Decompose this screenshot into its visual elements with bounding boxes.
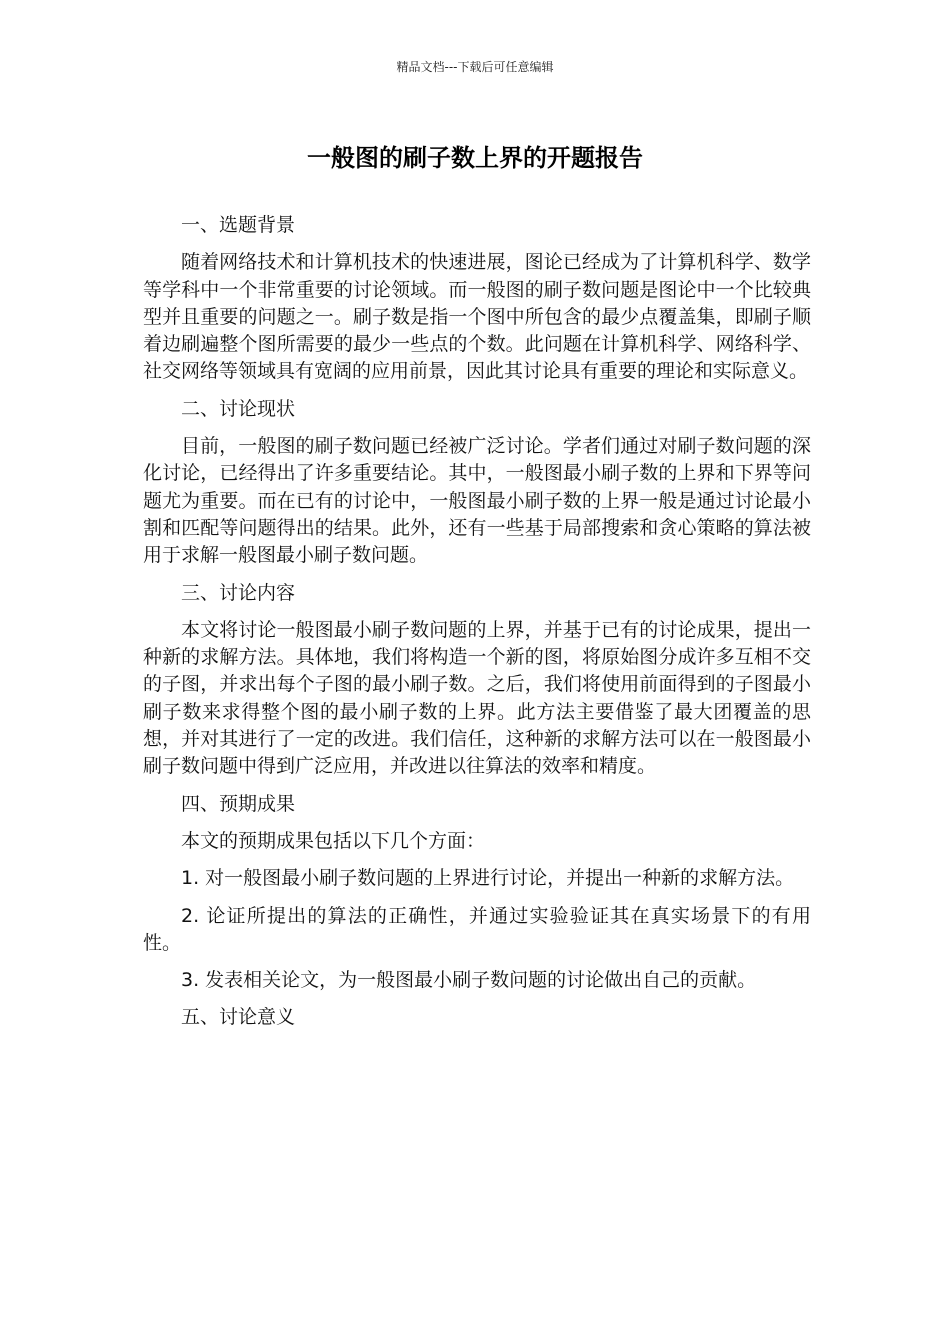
section-heading: 五、讨论意义 <box>181 1006 296 1029</box>
section-current-status <box>143 396 811 570</box>
section-background <box>143 212 811 386</box>
list-item: 1. 对一般图最小刷子数问题的上界进行讨论，并提出一种新的求解方法。 <box>181 867 795 890</box>
paragraph: 随着网络技术和计算机技术的快速进展，图论已经成为了计算机科学、数学等学科中一个非常重要的讨论领域。而一般图的刷子数问题是图论中一个比较典型并且重要的问题之一。刷子数是指一个图中所包含的最少点覆盖集，即刷子顺着边刷遍整个图所需要的最少一些点的个数。此问题在计算机科学、网络科学、社交网络等领域具有宽阔的应用前景，因此其讨论具有重要的理论和实际意义。 <box>143 251 811 383</box>
section-expected-results <box>143 791 811 995</box>
section-heading: 一、选题背景 <box>181 214 296 236</box>
section-heading: 四、预期成果 <box>181 792 296 815</box>
paragraph: 本文的预期成果包括以下几个方面： <box>181 829 486 852</box>
section-heading: 三、讨论内容 <box>181 581 296 604</box>
header-note: 精品文档---下载后可任意编辑 <box>396 60 554 74</box>
list-item: 3. 发表相关论文，为一般图最小刷子数问题的讨论做出自己的贡献。 <box>181 969 757 992</box>
paragraph: 本文将讨论一般图最小刷子数问题的上界，并基于已有的讨论成果，提出一种新的求解方法。具体地，我们将构造一个新的图，将原始图分成许多互相不交的子图，并求出每个子图的最小刷子数。之后，我们将使用前面得到的子图最小刷子数来求得整个图的最小刷子数的上界。此方法主要借鉴了最大团覆盖的思想，并对其进行了一定的改进。我们信任，这种新的求解方法可以在一般图最小刷子数问题中得到广泛应用，并改进以往算法的效率和精度。 <box>143 618 811 778</box>
document-title: 一般图的刷子数上界的开题报告 <box>307 144 643 172</box>
paragraph: 目前，一般图的刷子数问题已经被广泛讨论。学者们通过对刷子数问题的深化讨论，已经得出了许多重要结论。其中，一般图最小刷子数的上界和下界等问题尤为重要。而在已有的讨论中，一般图最小刷子数的上界一般是通过讨论最小割和匹配等问题得出的结果。此外，还有一些基于局部搜索和贪心策略的算法被用于求解一般图最小刷子数问题。 <box>143 435 811 567</box>
document-body <box>143 212 811 1042</box>
section-significance <box>143 1004 811 1031</box>
list-item: 2. 论证所提出的算法的正确性，并通过实验验证其在真实场景下的有用性。 <box>143 904 811 954</box>
section-research-content <box>143 580 811 781</box>
section-heading: 二、讨论现状 <box>181 397 296 420</box>
